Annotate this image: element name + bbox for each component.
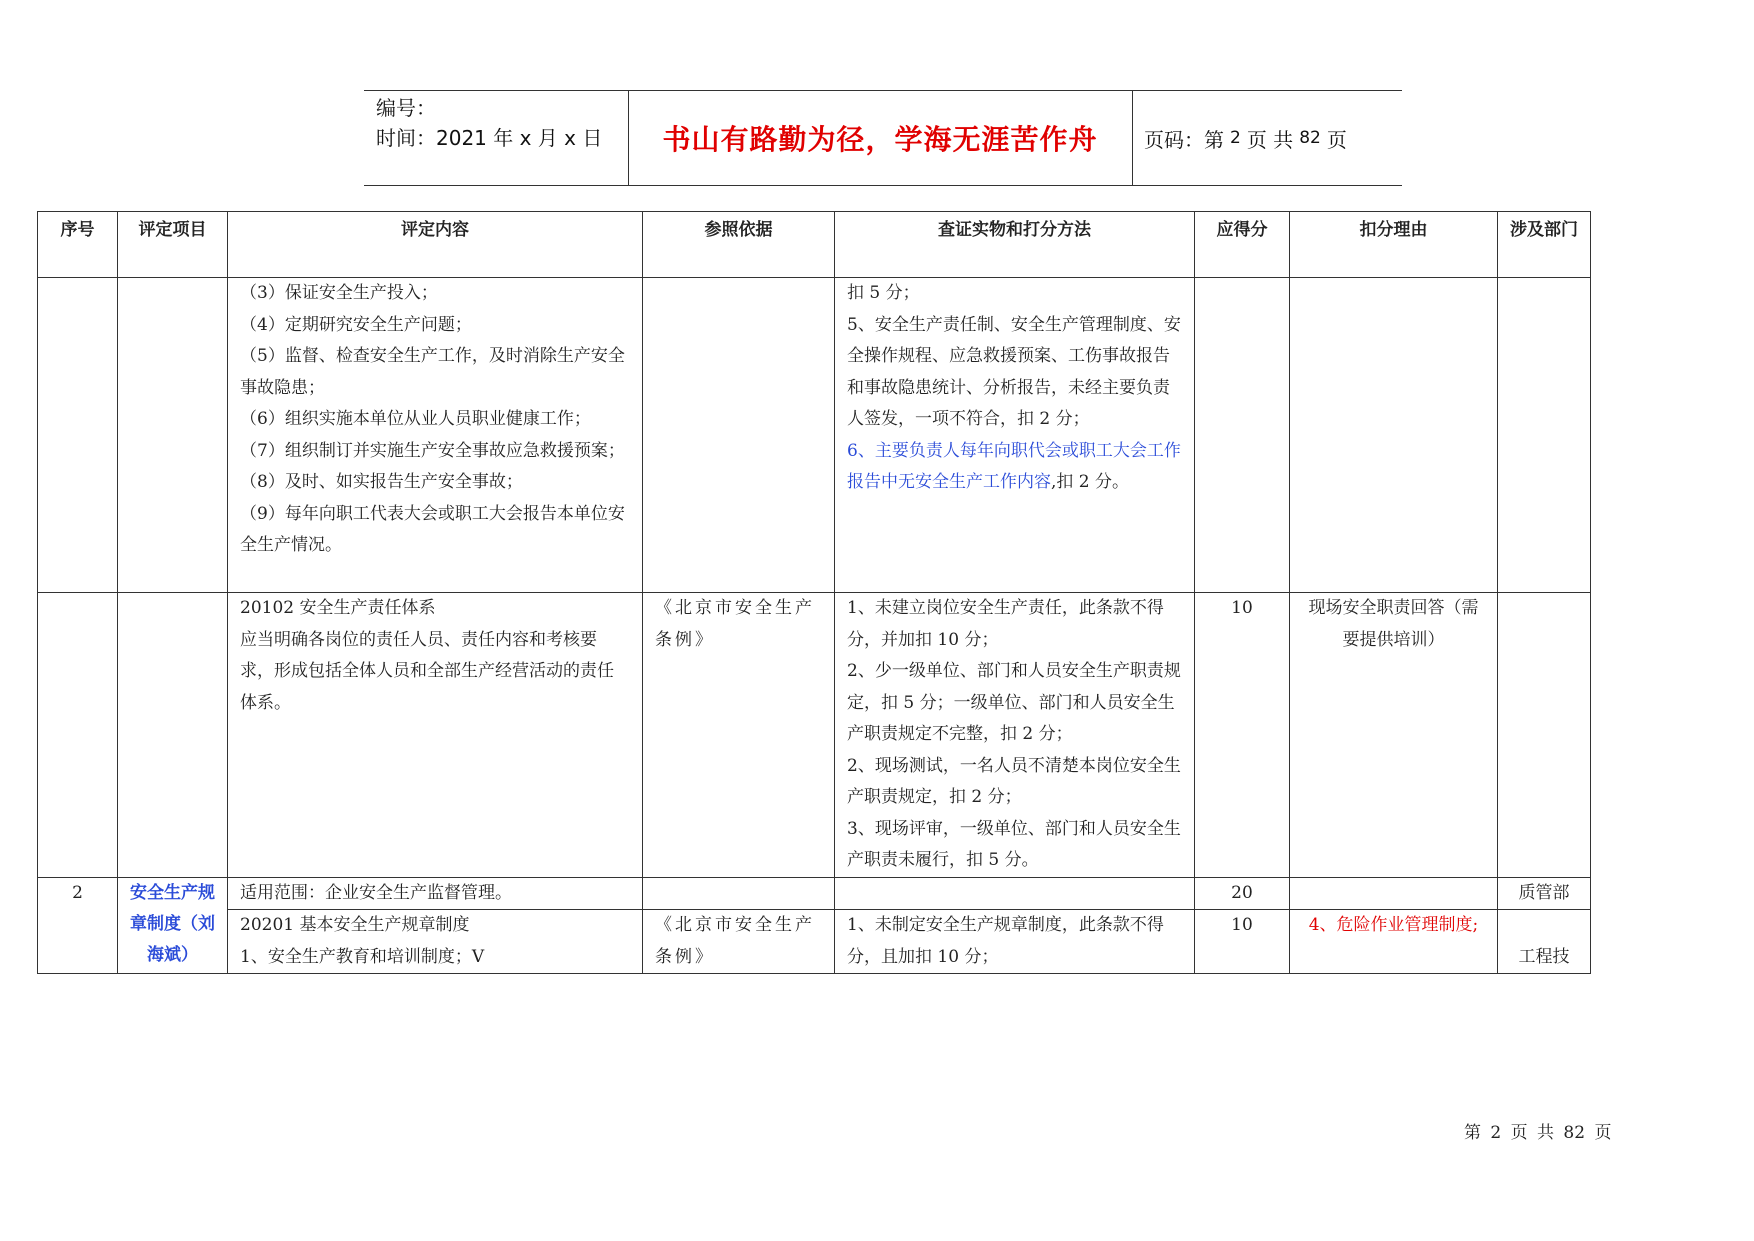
content-line: （5）监督、检查安全生产工作，及时消除生产安全事故隐患； <box>240 346 625 398</box>
time-label: 时间：2021 年 x 月 x 日 <box>376 126 603 150</box>
cell-dept <box>1498 278 1591 593</box>
content-line: （3）保证安全生产投入； <box>240 283 438 303</box>
col-header-content: 评定内容 <box>228 212 643 278</box>
content-line: （8）及时、如实报告生产安全事故； <box>240 472 523 492</box>
cell-reason: 4、危险作业管理制度; <box>1290 910 1498 974</box>
table-header-row <box>38 212 1591 278</box>
header-motto: 书山有路勤为径，学海无涯苦作舟 <box>662 123 1098 156</box>
content-line: （7）组织制订并实施生产安全事故应急救援预案； <box>240 440 625 461</box>
cell-method <box>835 593 1195 878</box>
col-header-reason: 扣分理由 <box>1290 212 1498 278</box>
cell-project <box>118 278 228 593</box>
document-header <box>364 90 1402 186</box>
cell-content <box>228 278 643 593</box>
table-row <box>38 593 1591 878</box>
col-header-score: 应得分 <box>1195 212 1290 278</box>
cell-reason <box>1290 278 1498 593</box>
col-header-basis: 参照依据 <box>643 212 835 278</box>
page-prefix: 页码：第 <box>1144 127 1224 152</box>
cell-content: 适用范围：企业安全生产监督管理。 <box>228 877 643 910</box>
method-line-6 <box>847 436 1182 499</box>
method-line: 扣 5 分； <box>847 283 920 303</box>
method-line: 5、安全生产责任制、安全生产管理制度、安全操作规程、应急救援预案、工伤事故报告和事故隐患统计、分析报告，未经主要负责人签发，一项不符合，扣 2 分； <box>847 314 1181 429</box>
cell-reason: 现场安全职责回答（需要提供培训） <box>1290 593 1498 878</box>
cell-content <box>228 593 643 878</box>
cell-score: 10 <box>1195 910 1290 974</box>
cell-score <box>1195 278 1290 593</box>
cell-method <box>835 278 1195 593</box>
content-line: （6）组织实施本单位从业人员职业健康工作； <box>240 409 591 429</box>
page-suffix: 页 <box>1326 127 1347 152</box>
header-divider <box>628 91 629 185</box>
content-line: 20201 基本安全生产规章制度 <box>240 915 470 935</box>
method-6-tail: ,扣 2 分。 <box>1051 472 1130 492</box>
page-total: 82 <box>1299 128 1321 148</box>
table-row <box>38 877 1591 910</box>
method-6-num: 6、 <box>847 440 875 461</box>
col-header-project: 评定项目 <box>118 212 228 278</box>
col-header-method: 查证实物和打分方法 <box>835 212 1195 278</box>
table-row <box>38 910 1591 974</box>
header-meta <box>376 93 626 153</box>
header-divider <box>1132 91 1133 185</box>
page-footer: 第 2 页 共 82 页 <box>1464 1123 1612 1143</box>
cell-score: 20 <box>1195 877 1290 910</box>
method-line: 1、未建立岗位安全生产责任，此条款不得分，并加扣 10 分； <box>847 598 1164 650</box>
content-line: 20102 安全生产责任体系 <box>240 598 436 618</box>
content-line: （4）定期研究安全生产问题； <box>240 314 472 335</box>
page-current: 2 <box>1230 128 1241 148</box>
page-mid: 页 共 <box>1246 127 1294 152</box>
header-page-number <box>1144 91 1347 185</box>
method-line: 2、少一级单位、部门和人员安全生产职责规定，扣 5 分；一级单位、部门和人员安全生产职责规定不完整，扣 2 分； <box>847 661 1181 744</box>
cell-seq: 2 <box>38 877 118 974</box>
cell-score: 10 <box>1195 593 1290 878</box>
evaluation-table <box>37 211 1591 974</box>
table-row <box>38 278 1591 593</box>
cell-basis <box>643 278 835 593</box>
content-line: （9）每年向职工代表大会或职工大会报告本单位安全生产情况。 <box>240 503 625 555</box>
cell-basis <box>643 877 835 910</box>
method-line: 3、现场评审，一级单位、部门和人员安全生产职责未履行，扣 5 分。 <box>847 818 1181 870</box>
cell-dept <box>1498 593 1591 878</box>
cell-project: 安全生产规章制度（刘海斌） <box>118 877 228 974</box>
method-line: 2、现场测试，一名人员不清楚本岗位安全生产职责规定，扣 2 分； <box>847 755 1181 807</box>
col-header-dept: 涉及部门 <box>1498 212 1591 278</box>
cell-dept: 质管部 <box>1498 877 1591 910</box>
cell-dept: 工程技 <box>1498 910 1591 974</box>
content-line: 1、安全生产教育和培训制度；V <box>240 946 485 967</box>
cell-reason <box>1290 877 1498 910</box>
cell-seq <box>38 278 118 593</box>
cell-seq <box>38 593 118 878</box>
cell-basis: 《北京市安全生产条例》 <box>643 593 835 878</box>
content-line: 应当明确各岗位的责任人员、责任内容和考核要求，形成包括全体人员和全部生产经营活动的责任体系。 <box>240 629 614 713</box>
cell-content <box>228 910 643 974</box>
col-header-seq: 序号 <box>38 212 118 278</box>
cell-basis: 《北京市安全生产条例》 <box>643 910 835 974</box>
cell-project <box>118 593 228 878</box>
cell-method: 1、未制定安全生产规章制度，此条款不得分，且加扣 10 分； <box>835 910 1195 974</box>
number-label: 编号： <box>376 96 436 120</box>
cell-method <box>835 877 1195 910</box>
method-6-highlight: 主要负责人每年向职代会或职工大会工作报告中无安全生产工作内容 <box>847 440 1181 492</box>
